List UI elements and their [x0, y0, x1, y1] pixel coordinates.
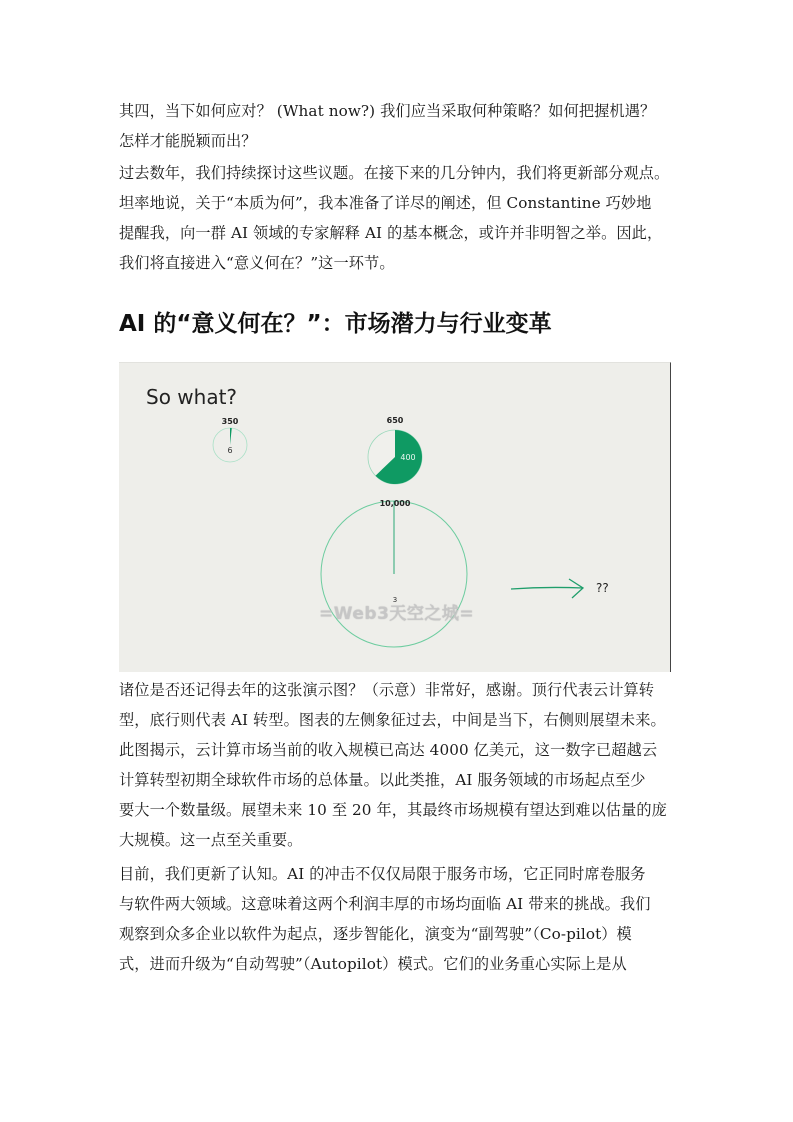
text-line: 其四，当下如何应对？ (What now?) 我们应当采取何种策略？如何把握机遇？: [119, 102, 656, 120]
pie-bottom: [321, 501, 467, 647]
text-line: 计算转型初期全球软件市场的总体量。以此类推，AI 服务领域的市场起点至少: [119, 771, 646, 789]
text-line: 观察到众多企业以软件为起点，逐步智能化，演变为“副驾驶”（Co-pilot）模: [119, 925, 632, 943]
figure-title: So what?: [146, 385, 238, 409]
pie-charts-graphic: [119, 363, 670, 672]
arrow-to-future: [511, 579, 583, 598]
section-heading: AI 的“意义何在？”：市场潜力与行业变革: [119, 311, 552, 337]
label-share-past: 6: [227, 446, 233, 455]
text-line: 过去数年，我们持续探讨这些议题。在接下来的几分钟内，我们将更新部分观点。: [119, 164, 670, 182]
text-line: 要大一个数量级。展望未来 10 至 20 年，其最终市场规模有望达到难以估量的庞: [119, 801, 667, 819]
watermark: =Web3天空之城=: [319, 604, 475, 624]
text-line: 目前，我们更新了认知。AI 的冲击不仅仅局限于服务市场，它正同时席卷服务: [119, 865, 646, 883]
paragraph-intro: [119, 158, 671, 278]
label-share-bottom: 3: [392, 596, 398, 604]
text-line: 提醒我，向一群 AI 领域的专家解释 AI 的基本概念，或许并非明智之举。因此，: [119, 224, 663, 242]
text-line: 大规模。这一点至关重要。: [119, 831, 303, 849]
label-share-present: 400: [400, 453, 416, 462]
paragraph-chart-explanation: [119, 675, 671, 855]
label-total-bottom: 10,000: [379, 499, 411, 508]
paragraph-updated-view: [119, 859, 671, 979]
label-total-past: 350: [221, 417, 239, 426]
paragraph-what-now: [119, 96, 671, 156]
future-question-marks: ??: [596, 581, 609, 595]
label-total-present: 650: [386, 416, 404, 425]
text-line: 型，底行则代表 AI 转型。图表的左侧象征过去，中间是当下，右侧则展望未来。: [119, 711, 666, 729]
pie-past: [213, 428, 247, 462]
text-line: 我们将直接进入“意义何在？”这一环节。: [119, 254, 395, 272]
text-line: 诸位是否还记得去年的这张演示图？（示意）非常好，感谢。顶行代表云计算转: [119, 681, 655, 699]
text-line: 与软件两大领域。这意味着这两个利润丰厚的市场均面临 AI 带来的挑战。我们: [119, 895, 651, 913]
text-line: 坦率地说，关于“本质为何”，我本准备了详尽的阐述，但 Constantine 巧妙地: [119, 194, 652, 212]
text-line: 此图揭示，云计算市场当前的收入规模已高达 4000 亿美元，这一数字已超越云: [119, 741, 658, 759]
text-line: 怎样才能脱颖而出？: [119, 132, 257, 150]
text-line: 式，进而升级为“自动驾驶”（Autopilot）模式。它们的业务重心实际上是从: [119, 955, 627, 973]
so-what-figure: [119, 362, 671, 672]
